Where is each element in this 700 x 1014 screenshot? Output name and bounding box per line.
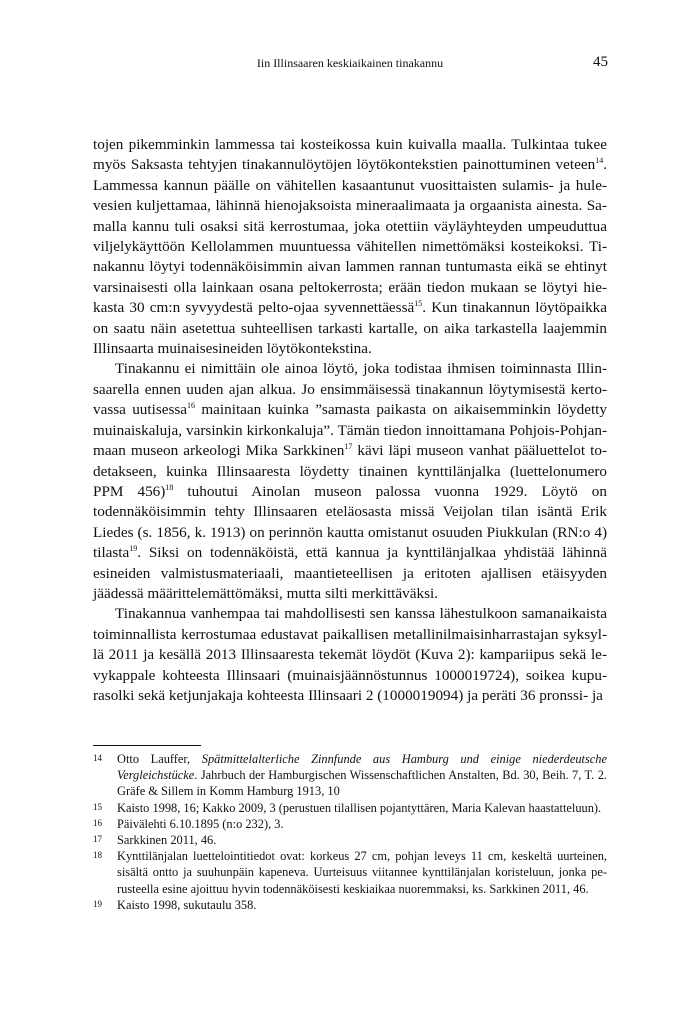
- paragraph-text: tojen pikemminkin lammessa tai kosteikossa kuin kuivalla maalla. Tulkintaa tukee myös Saksasta tehtyjen tinakannulöytöjen löytökontekstien painottuminen veteen: [93, 136, 607, 174]
- footnote: [93, 816, 607, 832]
- footnote-ref: 19: [129, 544, 138, 554]
- footnote-ref: 14: [595, 156, 604, 166]
- paragraph-text: Tinakannua vanhempaa tai mahdollisesti sen kanssa lähestulkoon samanaikaista toiminnallista kerrostumaa edustavat paikallisen metallinilmaisinharrastajan syksyllä 2011 ja kesällä 2013 Illinsaaresta tekemät löydöt (Kuva 2): kampariipus sekä levykappale kohteesta Illinsaari (muinaisjäännöstunnus 1000019724), soikea kupurasolki sekä ketjunjakaja kohteesta Illinsaari 2 (1000019094) ja peräti 36 pronssi- ja: [93, 605, 607, 704]
- footnote-text: [117, 751, 607, 800]
- cited-title: Spätmittelalterliche Zinnfunde aus Hamburg und einige niederdeutsche Vergleichstücke: [117, 752, 607, 783]
- footnote-text: Kynttilänjalan luettelointitiedot ovat: korkeus 27 cm, pohjan leveys 11 cm, keskeltä uurteinen, sisältä ontto ja suuhunpäin kapeneva. Uurteisuus viitannee kynttilänjalan koristeluun, jonka perusteella esine ajoittuu hyvin todennäköisesti keskiaikaa nuoremmaksi, ks. Sarkkinen 2011, 46.: [117, 849, 607, 896]
- footnote-ref: 15: [414, 299, 423, 309]
- footnote-ref: 16: [187, 401, 196, 411]
- paragraph-text: tuhoutui Ainolan museon palossa vuonna 1929. Löytö on todennäköisimmin tehty Illinsaaren eteläosasta missä Veijolan tilan isäntä Erik Liedes (s. 1856, k. 1913) on perinnön kautta omistanut osuuden Piukkulan (RN:o 4) tilasta: [93, 482, 607, 562]
- body-text: [93, 135, 607, 706]
- paragraph-text: Tinakannu ei nimittäin ole ainoa löytö, joka todistaa ihmisen toiminnasta Illinsaarella ennen uuden ajan alkua. Jo ensimmäisessä tinakannun löytymisestä kertovassa uutisessa: [93, 360, 607, 419]
- running-header: [92, 56, 608, 74]
- paragraph: [93, 359, 607, 604]
- paragraph-text: kävi läpi museon vanhat pääluettelot todetakseen, kuinka Illinsaaresta löydetty tinainen kynttilänjalka (luettelonumero PPM 456): [93, 442, 607, 500]
- footnote: [93, 800, 607, 816]
- footnote-text: Kaisto 1998, sukutaulu 358.: [117, 897, 257, 912]
- footnote-ref: 17: [344, 442, 353, 452]
- footnote-text: Sarkkinen 2011, 46.: [117, 833, 217, 848]
- footnotes: [93, 751, 607, 913]
- footnote: [93, 751, 607, 800]
- running-title: Iin Illinsaaren keskiaikainen tinakannu: [256, 56, 444, 70]
- footnote-number: 14: [93, 753, 102, 763]
- footnote: [93, 832, 607, 848]
- footnote: [93, 848, 607, 897]
- paragraph-text: . Siksi on todennäköistä, että kannua ja kynttilänjalkaa yhdistää lähinnä esineiden valmistusmateriaali, maantieteellisen ja eritoten ajallisen etäisyyden jäädessä määrittelemättömäksi, mutta silti merkittäväksi.: [93, 544, 607, 602]
- footnote-ref: 18: [165, 482, 174, 492]
- footnote-number: 16: [93, 817, 102, 828]
- footnote-number: 19: [93, 898, 102, 909]
- footnote-text-part: Otto Lauffer,: [117, 752, 202, 766]
- footnote-number: 18: [93, 850, 102, 861]
- paragraph: [93, 135, 607, 359]
- paragraph: [93, 604, 607, 706]
- footnote-divider: [93, 745, 201, 746]
- footnote-number: 17: [93, 834, 102, 845]
- footnote-text: Päivälehti 6.10.1895 (n:o 232), 3.: [117, 816, 284, 831]
- footnote: [93, 897, 607, 913]
- paragraph-text: . Kun tinakannun löytöpaikka on saatu näin asetettua suhteellisen tarkasti kartalle, on aika tarkastella laajemmin Illinsaarta muinaisesineiden löytökontekstina.: [93, 299, 607, 358]
- footnote-number: 15: [93, 801, 102, 812]
- page-number: 45: [593, 54, 608, 70]
- paragraph-text: . Lammessa kannun päälle on vähitellen kasaantunut vuosittaisten sulamis- ja hulevesien kuljettamaa, lähinnä hienojaksoista mineraalimaata ja orgaanista ainesta. Samalla kannu tuli osaksi sitä kerrostumaa, joka otettiin väyläyhteyden umpeuduttua viljelykäyttöön Kellolammen muuntuessa vähitellen nimettömäksi kosteikoksi. Tinakannu löytyi todennäköisimmin aivan lammen rannan tuntumasta eikä se ehtinyt varsinaisesti olla lainkaan osana peltokerrosta; erään tiedon mukaan se löytyi hiekasta 30 cm:n syvyydestä pelto-ojaa syvennettäessä: [93, 156, 607, 317]
- paragraph-text: mainitaan kuinka ”samasta paikasta on aikaisemminkin löydetty muinaiskaluja, varsinkin kirkonkaluja”. Tämän tiedon innoittamana Pohjois-Pohjanmaan museon arkeologi Mika Sarkkinen: [93, 401, 607, 460]
- footnote-text: Kaisto 1998, 16; Kakko 2009, 3 (perustuen tilallisen pojantyttären, Maria Kalevan haastatteluun).: [117, 800, 602, 815]
- footnote-text-part: . Jahrbuch der Hamburgischen Wissenschaftlichen Anstalten, Bd. 30, Beih. 7, T. 2. Gräfe & Sillem in Komm Hamburg 1913, 10: [117, 768, 607, 799]
